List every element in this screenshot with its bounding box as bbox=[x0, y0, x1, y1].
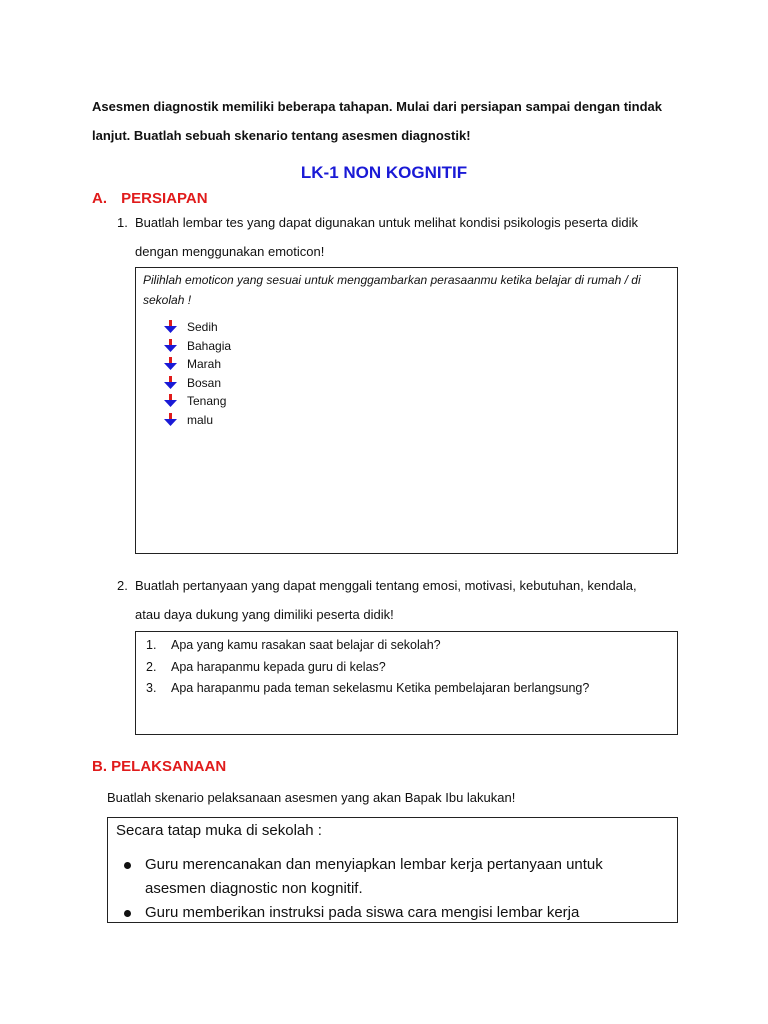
list-item bbox=[164, 392, 231, 411]
scenario-bullet-list bbox=[122, 853, 662, 923]
item-number: 1. bbox=[117, 215, 128, 230]
arrow-down-bullet-icon bbox=[164, 376, 177, 390]
arrow-down-bullet-icon bbox=[164, 394, 177, 408]
instruction-item-1 bbox=[117, 208, 687, 266]
item-1-line-1: Buatlah lembar tes yang dapat digunakan untuk melihat kondisi psikologis peserta didik bbox=[135, 215, 638, 230]
emoticon-option-label: Bahagia bbox=[187, 338, 232, 353]
section-a-letter: A. bbox=[92, 190, 107, 207]
item-2-line-1: Buatlah pertanyaan yang dapat menggali tentang emosi, motivasi, kebutuhan, kendala, bbox=[135, 578, 637, 593]
emoticon-prompt: Pilihlah emoticon yang sesuai untuk menggambarkan perasaanmu ketika belajar di rumah / di sekolah ! bbox=[143, 273, 641, 307]
scenario-answer-box bbox=[107, 817, 678, 923]
emoticon-option-label: Marah bbox=[187, 357, 222, 371]
list-item bbox=[164, 374, 231, 393]
scenario-heading: Secara tatap muka di sekolah : bbox=[116, 822, 322, 839]
list-item bbox=[146, 635, 589, 657]
intro-paragraph bbox=[92, 92, 682, 150]
arrow-down-bullet-icon bbox=[164, 339, 177, 353]
section-a-heading bbox=[92, 190, 208, 207]
emoticon-option-label: Sedih bbox=[187, 320, 218, 334]
section-a-label: PERSIAPAN bbox=[121, 190, 208, 207]
question-text: Apa yang kamu rasakan saat belajar di sekolah? bbox=[171, 638, 441, 652]
section-b-heading: B. PELAKSANAAN bbox=[92, 758, 227, 775]
list-item bbox=[164, 411, 231, 430]
item-1-line-2: dengan menggunakan emoticon! bbox=[135, 244, 325, 259]
intro-line-2: lanjut. Buatlah sebuah skenario tentang asesmen diagnostik! bbox=[92, 128, 471, 143]
emoticon-option-label: malu bbox=[187, 412, 214, 427]
bullet-dot-icon bbox=[124, 910, 131, 917]
question-number: 3. bbox=[146, 681, 157, 695]
arrow-down-bullet-icon bbox=[164, 357, 177, 371]
list-item bbox=[122, 901, 662, 923]
item-2-line-2: atau daya dukung yang dimiliki peserta didik! bbox=[135, 607, 394, 622]
questions-list bbox=[146, 635, 589, 700]
arrow-down-bullet-icon bbox=[164, 413, 177, 427]
question-text: Apa harapanmu kepada guru di kelas? bbox=[171, 659, 386, 674]
item-number: 2. bbox=[117, 578, 128, 593]
list-item bbox=[146, 678, 589, 700]
page-title: LK-1 NON KOGNITIF bbox=[300, 163, 468, 182]
emoticon-answer-box bbox=[135, 267, 678, 554]
list-item bbox=[146, 657, 589, 679]
list-item bbox=[164, 355, 231, 374]
emoticon-options-list bbox=[164, 318, 231, 429]
list-item bbox=[164, 337, 231, 356]
instruction-item-2 bbox=[117, 571, 687, 629]
emoticon-option-label: Bosan bbox=[187, 375, 222, 390]
intro-line-1: Asesmen diagnostik memiliki beberapa tahapan. Mulai dari persiapan sampai dengan tindak bbox=[92, 99, 663, 114]
scenario-bullet-text: Guru memberikan instruksi pada siswa cara mengisi lembar kerja bbox=[145, 904, 580, 921]
list-item bbox=[164, 318, 231, 337]
question-text: Apa harapanmu pada teman sekelasmu Ketika pembelajaran berlangsung? bbox=[171, 681, 590, 695]
scenario-bullet-text: Guru merencanakan dan menyiapkan lembar kerja pertanyaan untuk asesmen diagnostic non kognitif. bbox=[145, 856, 603, 897]
bullet-dot-icon bbox=[124, 862, 131, 869]
questions-answer-box bbox=[135, 631, 678, 735]
section-b-instruction: Buatlah skenario pelaksanaan asesmen yang akan Bapak Ibu lakukan! bbox=[107, 790, 516, 805]
list-item bbox=[122, 853, 662, 901]
arrow-down-bullet-icon bbox=[164, 320, 177, 334]
question-number: 2. bbox=[146, 659, 157, 674]
question-number: 1. bbox=[146, 638, 157, 652]
emoticon-option-label: Tenang bbox=[187, 394, 227, 408]
